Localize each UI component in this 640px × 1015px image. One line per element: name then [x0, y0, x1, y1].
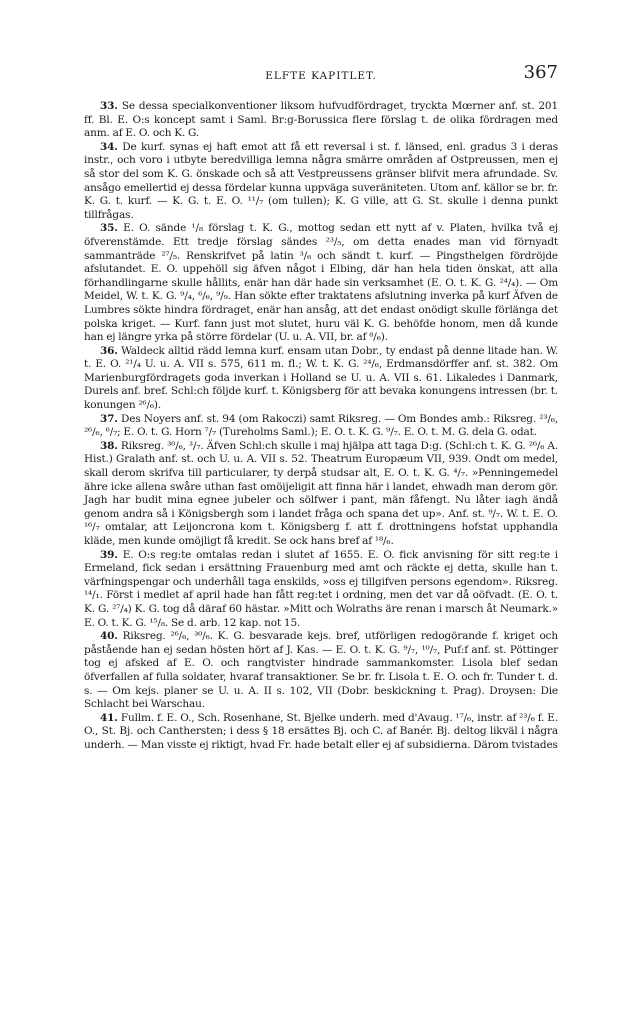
- note-text: Fullm. f. E. O., Sch. Rosenhane, St. Bjelke underh. med d'Avaug. ¹⁷/₆, instr. af ²³/₆ f. E. O., St. Bj. och Canthersten; i dess § 18 ersättes Bj. och C. af Banér. Bj. deltog likväl i några underh. — Man visste ej riktigt, hvad Fr. hade betalt eller ej af subsidierna. Därom tvistades: [84, 711, 559, 751]
- note-text: De kurf. synas ej haft emot att få ett reversal i st. f. länsed, enl. gradus 3 i deras instr., och voro i utbyte beredvilliga lemna några smärre områden af Ostpreussen, men ej så stor del som K. G. önskade och så att Vestpreussens gränser blifvit mera afrundade. Sv. ansågo emellertid ej dessa fördelar kunna uppväga suveräniteten. Utom anf. källor se br. fr. K. G. t. kurf. — K. G. t. E. O. ¹¹/₇ (om tullen); K. G ville, att G. St. skulle i denna punkt tillfrågas.: [84, 140, 558, 221]
- note-33: [84, 100, 558, 141]
- note-number: 40.: [100, 630, 118, 643]
- note-number: 41.: [100, 711, 118, 724]
- note-number: 33.: [100, 100, 118, 112]
- running-title: ELFTE KAPITLET.: [265, 70, 377, 82]
- note-35: [84, 222, 558, 344]
- book-page: [84, 62, 558, 753]
- note-text: E. O:s reg:te omtalas redan i slutet af 1655. E. O. fick anvisning för sitt reg:te i Ermeland, fick sedan i ersättning Frauenburg med amt och räckte ej detta, skulle han t. värfningspengar och underhåll taga enskilds, »oss ej tillgifven persons egendom». Riksreg. ¹⁴/₁. Först i medlet af april hade han fått reg:tet i ordning, men det var då oöfvadt. (E. O. t. K. G. ²⁷/₄) K. G. tog då däraf 60 hästar. »Mitt och Wolraths äre renan i marsch åt Neumark.» E. O. t. K. G. ¹⁵/₈. Se d. arb. 12 kap. not 15.: [84, 548, 558, 629]
- note-34: [84, 141, 558, 223]
- note-text: Waldeck alltid rädd lemna kurf. ensam utan Dobr., ty endast på denne litade han. W. t. E. O. ²¹/₄ U. u. A. VII s. 575, 611 m. fl.; W. t. K. G. ²⁴/₆, Erdmansdörffer anf. st. 382. Om Marienburgfördragets goda inverkan i Holland se U. u. A. VII s. 61. Likaledes i Danmark, Durels anf. bref. Schl:ch följde kurf. t. Königsberg för att bevaka konungens intressen (br. t. konungen ²⁶/₆).: [84, 344, 559, 412]
- endnotes: [84, 100, 558, 753]
- note-37: [84, 413, 558, 440]
- note-40: [84, 630, 558, 712]
- note-number: 36.: [100, 344, 118, 357]
- note-39: [84, 549, 558, 631]
- page-number: 367: [523, 62, 558, 83]
- note-number: 38.: [100, 439, 118, 452]
- page-header: [84, 62, 558, 88]
- note-36: [84, 345, 558, 413]
- note-number: 37.: [100, 412, 118, 425]
- note-41: [84, 712, 558, 753]
- note-38: [84, 440, 558, 549]
- note-text: Des Noyers anf. st. 94 (om Rakoczi) samt Riksreg. — Om Bondes amb.: Riksreg. ²³/₆, ²⁶/₆, ⁶/₇; E. O. t. G. Horn ⁷/₇ (Tureholms Saml.); E. O. t. K. G. ⁹/₇. E. O. t. M. G. dela G. odat.: [84, 412, 559, 439]
- note-number: 35.: [100, 222, 118, 235]
- note-text: Riksreg. ³⁰/₆, ³/₇. Äfven Schl:ch skulle i maj hjälpa att taga D:g. (Schl:ch t. K. G. ²⁶/₆ A. Hist.) Gralath anf. st. och U. u. A. VII s. 52. Theatrum Europæum VII, 939. Ondt om medel, skall derom skrifva till particularer, ty derpå studsar alt, E. O. t. K. G. ⁴/₇. »Penningemedel ähre icke allena swåre uthan fast omöijeligit att finna här i landet, ehwadh man derom gör. Jagh har budit mina egnee jubeler och sölfwer i pant, män fåfengt. Nu låter iagh ändå genom andra så i Königsbergh som i landet fråga och spana det up». Anf. st. ⁹/₇. W. t. E. O. ¹⁶/₇ omtalar, att Leijoncrona kom t. Königsberg f. att f. drottningens hofstat upphandla kläde, men kunde omöjligt få kredit. Se ock hans bref af ¹⁸/₆.: [84, 439, 559, 547]
- note-number: 39.: [100, 548, 118, 561]
- note-text: Riksreg. ²⁶/₆, ³⁰/₆. K. G. besvarade kejs. bref, utförligen redogörande f. kriget och påstående han ej sedan hösten hört af J. Kas. — E. O. t. K. G. ⁹/₇, ¹⁰/₇, Puf:f anf. st. Pöttinger tog ej afsked af E. O. och rangtvister hindrade sammankomster. Lisola blef sedan öfverfallen af fulla soldater, hvaraf transaktioner. Se br. fr. Lisola t. E. O. och fr. Tunder t. d. s. — Om kejs. planer se U. u. A. II s. 102, VII (Dobr. beskickning t. Prag). Droysen: Die Schlacht bei Warschau.: [84, 630, 558, 711]
- note-number: 34.: [100, 140, 118, 153]
- note-text: E. O. sände ¹/₈ förslag t. K. G., mottog sedan ett nytt af v. Platen, hvilka två ej öfverenstämde. Ett tredje förslag sändes ²³/₅, om detta enades man vid förnyadt sammanträde ²⁷/₅. Renskrifvet på latin ³/₆ och sändt t. kurf. — Pingsthelgen fördröjde afslutandet. E. O. uppehöll sig äfven något i Elbing, där han hela tiden önskat, att alla förhandlingarne skulle hållits, enär han där hade sin verksamhet (E. O. t. K. G. ²⁴/₄). — Om Meidel, W. t. K. G. ⁹/₄, ⁶/₆, ⁹/₉. Han sökte efter traktatens afslutning inverka på kurf Äfven de Lumbres sökte hindra fördraget, enär han ansåg, att det endast onödigt skulle förlänga det polska kriget. — Kurf. fann just mot slutet, huru väl K. G. behöfde honom, men då kunde han ej längre yrka på större fördelar (U. u. A. VII, br. af ⁸/₆).: [84, 222, 558, 344]
- note-text: Se dessa specialkonventioner liksom hufvudfördraget, tryckta Mœrner anf. st. 201 ff. Bl. E. O:s koncept samt i Saml. Br:g-Borussica flere förslag t. de olika fördragen med anm. af E. O. och K. G.: [84, 100, 558, 140]
